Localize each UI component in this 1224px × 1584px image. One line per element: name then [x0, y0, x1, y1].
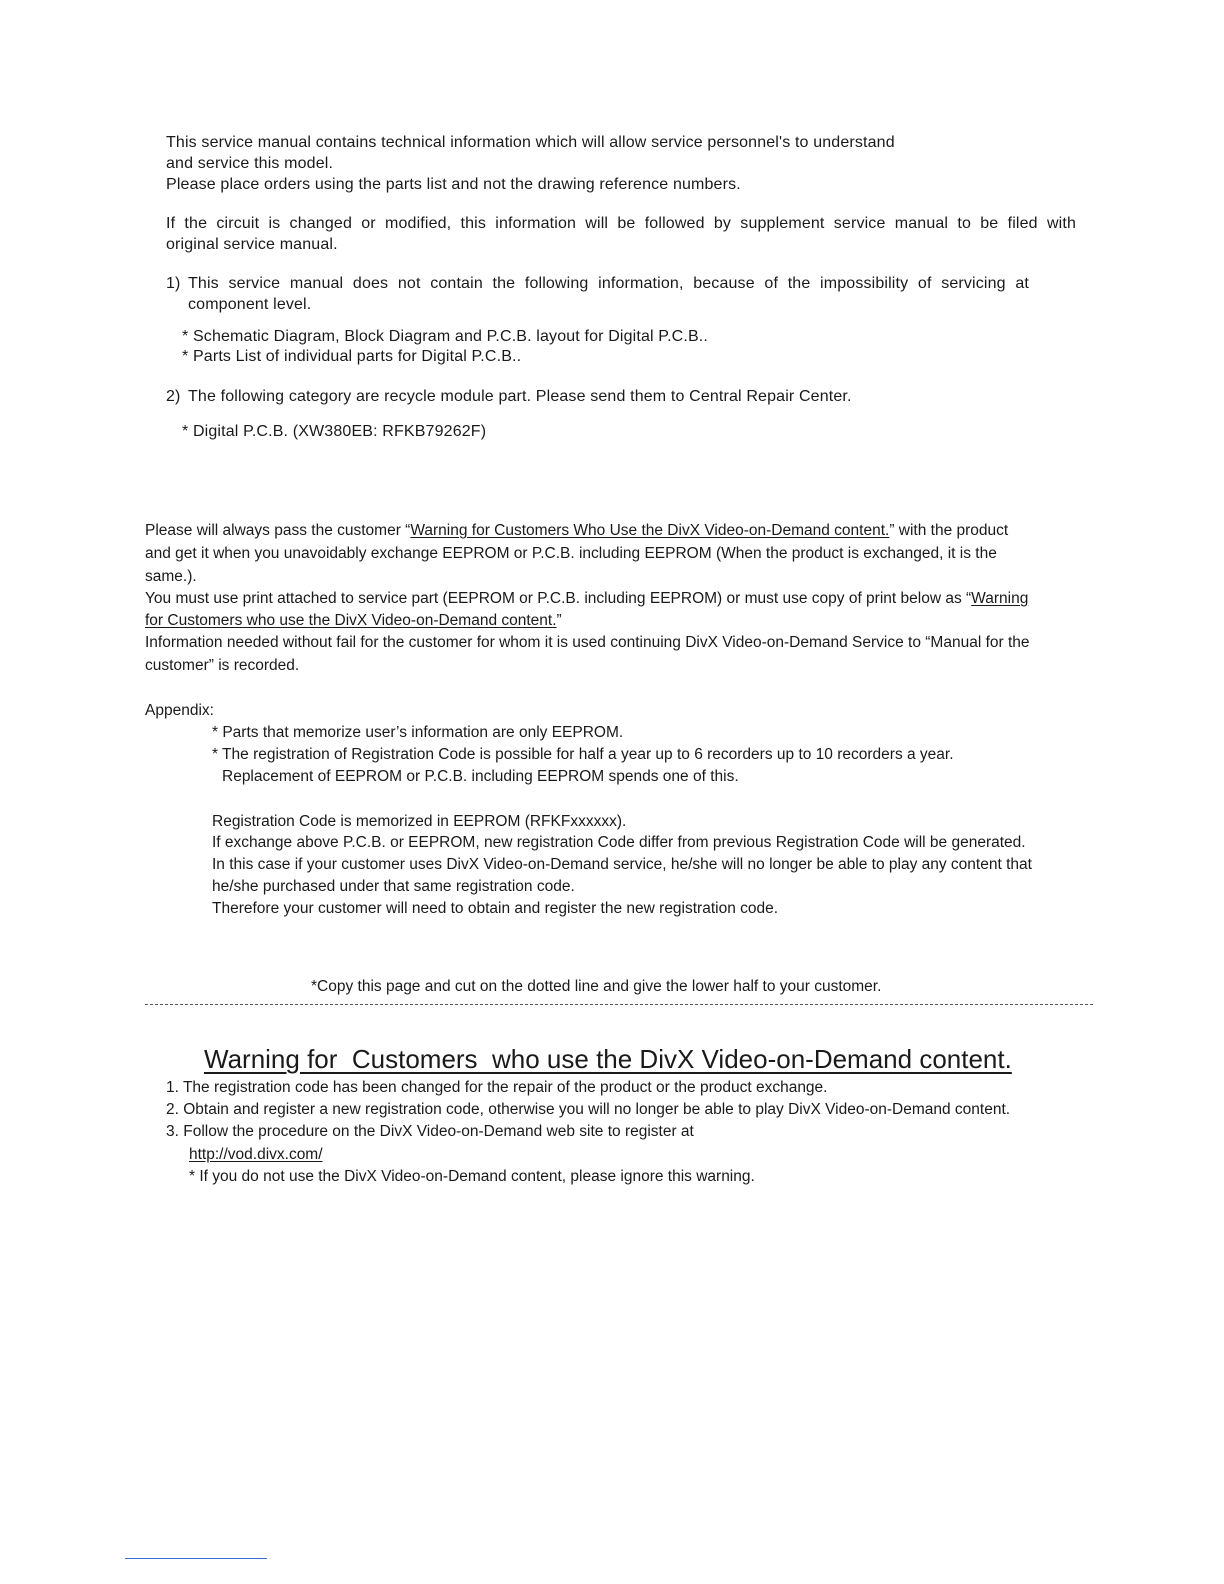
notice-line-1 [145, 522, 1008, 540]
appendix-bullet-2: * The registration of Registration Code is possible for half a year up to 6 recorders up to 10 recorders a year. [212, 746, 954, 763]
item1-bullet-2: * Parts List of individual parts for Digital P.C.B.. [182, 348, 522, 365]
item2-number: 2) [166, 388, 181, 405]
customer-warning-title: Warning for Customers who use the DivX Video-on-Demand content. [204, 1044, 1012, 1074]
intro-line-4: If the circuit is changed or modified, this information will be followed by supplement service manual to be filed with [166, 215, 1076, 232]
notice-line-7: customer” is recorded. [145, 657, 300, 674]
intro-line-5: original service manual. [166, 236, 338, 253]
warning-reference-link-part1: Warning [971, 590, 1029, 607]
item1-bullet-1: * Schematic Diagram, Block Diagram and P.C.B. layout for Digital P.C.B.. [182, 328, 708, 345]
notice-line-3: same.). [145, 568, 197, 585]
warning-reference-link: Warning for Customers Who Use the DivX Video-on-Demand content. [410, 522, 890, 539]
appendix-paragraph-line-5: Therefore your customer will need to obtain and register the new registration code. [212, 900, 779, 917]
warning-item-1: 1. The registration code has been changed for the repair of the product or the product exchange. [166, 1079, 828, 1096]
warning-note: * If you do not use the DivX Video-on-Demand content, please ignore this warning. [189, 1168, 755, 1185]
appendix-bullet-1: * Parts that memorize user’s information are only EEPROM. [212, 724, 624, 741]
divx-vod-url-link[interactable]: http://vod.divx.com/ [189, 1146, 323, 1163]
notice-line-4 [145, 590, 1028, 608]
appendix-paragraph-line-3: In this case if your customer uses DivX Video-on-Demand service, he/she will no longer be able to play any content that [212, 856, 1032, 873]
appendix-paragraph-line-4: he/she purchased under that same registration code. [212, 878, 575, 895]
notice-line-1-post: ” with the product [889, 522, 1009, 539]
item2-bullet: * Digital P.C.B. (XW380EB: RFKB79262F) [182, 423, 487, 440]
intro-line-3: Please place orders using the parts list and not the drawing reference numbers. [166, 176, 741, 193]
warning-reference-link-part2: for Customers who use the DivX Video-on-Demand content. [145, 612, 557, 629]
warning-item-3: 3. Follow the procedure on the DivX Video-on-Demand web site to register at [166, 1123, 694, 1140]
notice-line-5-post: ” [556, 612, 562, 629]
notice-line-5 [145, 612, 562, 630]
notice-line-4-pre: You must use print attached to service part (EEPROM or P.C.B. including EEPROM) or must use copy of print below as “ [145, 590, 972, 607]
warning-item-2: 2. Obtain and register a new registration code, otherwise you will no longer be able to play DivX Video-on-Demand content. [166, 1101, 1011, 1118]
appendix-bullet-2-continued: Replacement of EEPROM or P.C.B. including EEPROM spends one of this. [222, 768, 739, 785]
footnote-rule [125, 1558, 267, 1559]
item1-line-2: component level. [188, 296, 312, 313]
appendix-paragraph-line-2: If exchange above P.C.B. or EEPROM, new registration Code differ from previous Registration Code will be generated. [212, 834, 1026, 851]
appendix-paragraph-line-1: Registration Code is memorized in EEPROM (RFKFxxxxxx). [212, 813, 627, 830]
notice-line-6: Information needed without fail for the customer for whom it is used continuing DivX Video-on-Demand Service to “Manual for the [145, 634, 1030, 651]
intro-line-2: and service this model. [166, 155, 334, 172]
copy-instruction: *Copy this page and cut on the dotted line and give the lower half to your customer. [311, 978, 882, 995]
intro-line-1: This service manual contains technical information which will allow service personnel's to understand [166, 134, 895, 151]
item1-number: 1) [166, 275, 181, 292]
dotted-cut-line [145, 1004, 1093, 1005]
appendix-heading: Appendix: [145, 702, 214, 719]
item1-line-1: This service manual does not contain the following information, because of the impossibility of servicing at [188, 275, 1029, 292]
notice-line-1-pre: Please will always pass the customer “ [145, 522, 411, 539]
notice-line-2: and get it when you unavoidably exchange EEPROM or P.C.B. including EEPROM (When the product is exchanged, it is the [145, 545, 997, 562]
item2-line-1: The following category are recycle module part. Please send them to Central Repair Center. [188, 388, 852, 405]
